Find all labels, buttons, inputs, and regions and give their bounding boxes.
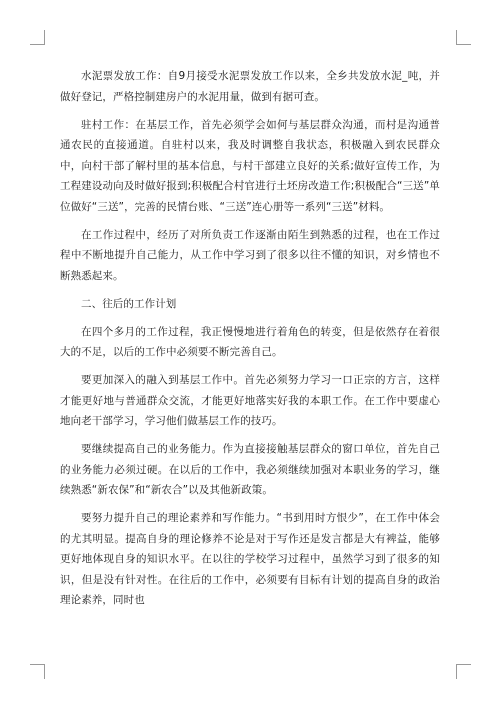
crop-mark-bottom-left [30, 664, 45, 679]
paragraph-work-process: 在工作过程中，经历了对所负责工作逐渐由陌生到熟悉的过程，也在工作过程中不断地提升自己能力，从工作中学习到了很多以往不懂的知识，对乡情也不断熟悉起来。 [60, 228, 440, 282]
paragraph-plan-integration: 要更加深入的融入到基层工作中。首先必须努力学习一口正宗的方言，这样才能更好地与普通群众交流，才能更好地落实好我的本职工作。在工作中要虚心地向老干部学习，学习他们做基层工作的技巧。 [60, 374, 440, 427]
paragraph-plan-business: 要继续提高自己的业务能力。作为直接接触基层群众的窗口单位，首先自己的业务能力必须过硬。在以后的工作中，我必须继续加强对本职业务的学习，继续熟悉“新农保”和“新农合”以及其他新政策。 [60, 443, 440, 496]
paragraph-village-work: 驻村工作：在基层工作，首先必须学会如何与基层群众沟通，而村是沟通普通农民的直接通道。自驻村以来，我及时调整自我状态，积极融入到农民群众中，向村干部了解村里的基本信息，与村干部建立良好的关系;做好宣传工作，为工程建设动向及时做好报到;积极配合村官进行土坯房改造工作;积极配合“三送”单位做好“三送”，完善的民情台账、“三送”连心册等一系列“三送”材料。 [60, 118, 440, 213]
crop-mark-top-right [456, 30, 471, 45]
crop-mark-top-left [30, 30, 45, 45]
paragraph-cement-tickets: 水泥票发放工作：自9月接受水泥票发放工作以来，全乡共发放水泥_吨，并做好登记，严格控制建房户的水泥用量，做到有据可查。 [60, 70, 440, 103]
crop-mark-bottom-right [456, 664, 471, 679]
document-body [60, 66, 440, 618]
paragraph-plan-intro: 在四个多月的工作过程，我正慢慢地进行着角色的转变，但是依然存在着很大的不足，以后的工作中必须要不断完善自己。 [60, 325, 440, 358]
section-heading: 二、往后的工作计划 [81, 297, 177, 310]
paragraph-plan-theory: 要努力提升自己的理论素养和写作能力。“书到用时方恨少”，在工作中体会的尤其明显。提高自身的理论修养不论是对于写作还是发言都是大有裨益，能够更好地体现自身的知识水平。在以往的学校学习过程中，虽然学习到了很多的知识，但是没有针对性。在往后的工作中，必须要有目标有计划的提高自身的政治理论素养，同时也 [60, 512, 440, 606]
